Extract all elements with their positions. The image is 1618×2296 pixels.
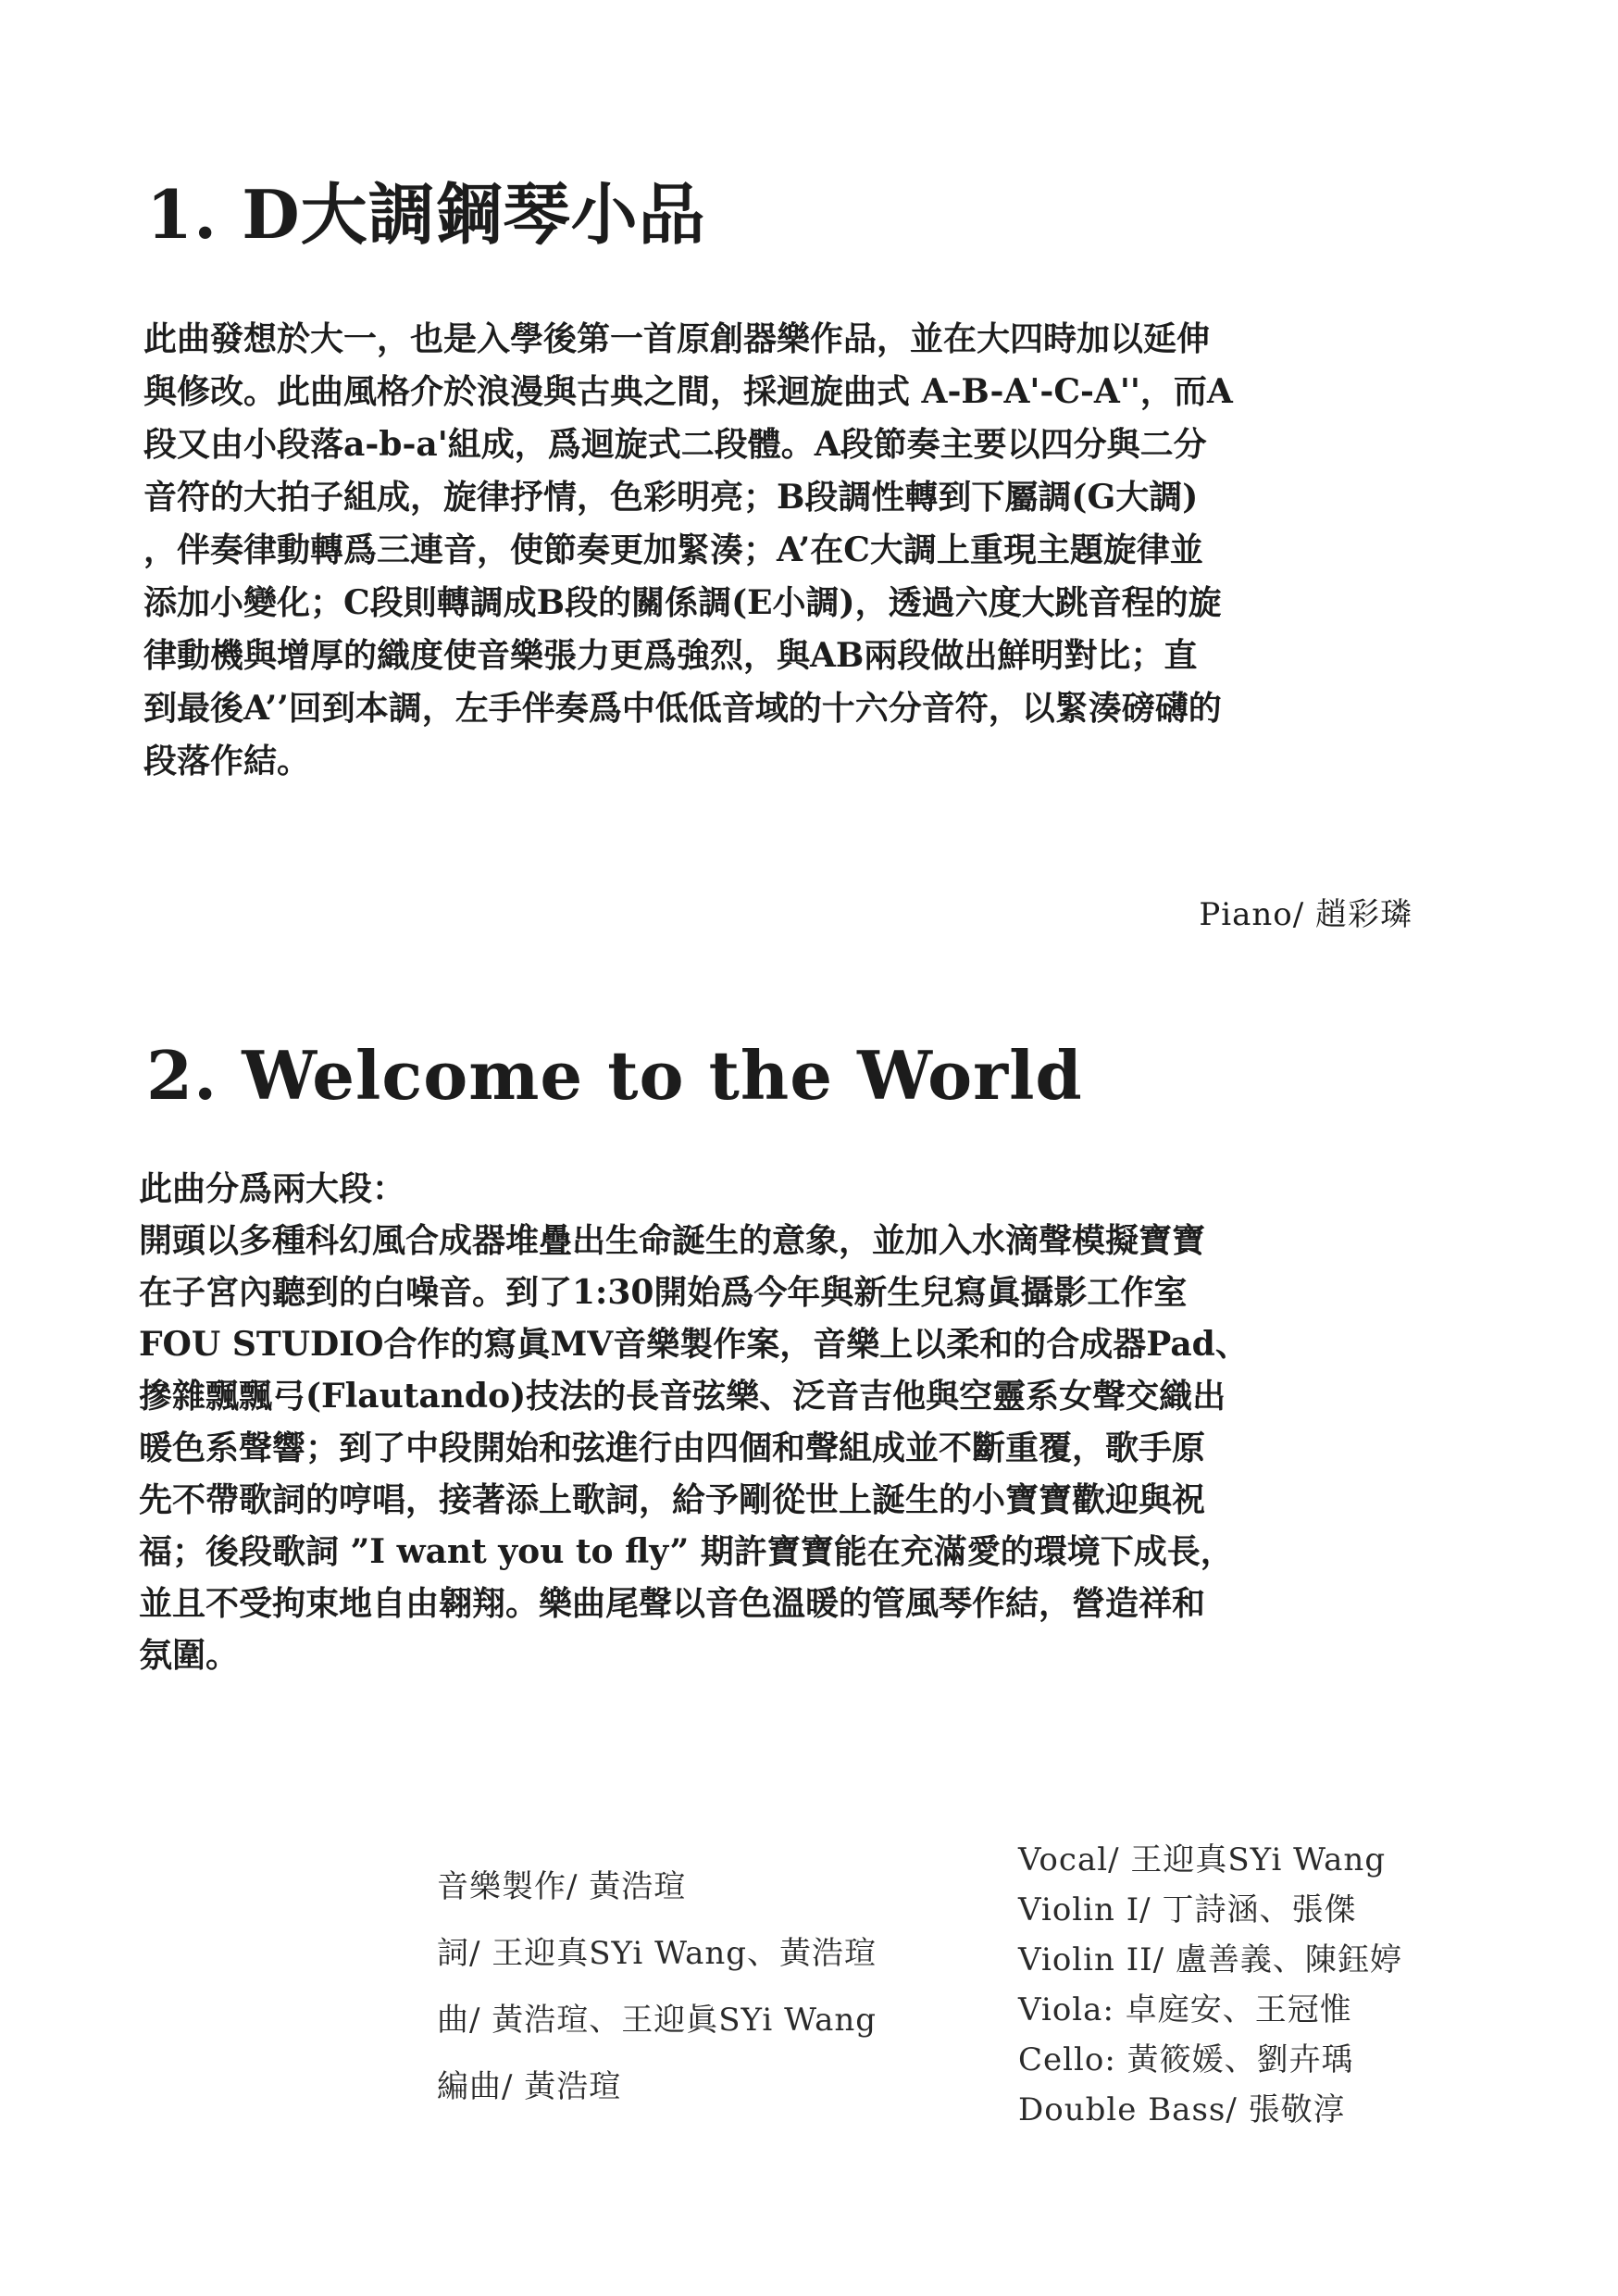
description-line: 福；後段歌詞 ”I want you to fly” 期許寶寶能在充滿愛的環境下成長， (139, 1532, 1234, 1571)
credit-line: Viola: 卓庭安、王冠惟 (1018, 1991, 1352, 2028)
description-line: 此曲分爲兩大段： (139, 1169, 406, 1208)
credit-line: Double Bass/ 張敬淳 (1018, 2091, 1346, 2128)
description-line: 段落作結。 (143, 742, 311, 780)
description-line: ，伴奏律動轉爲三連音，使節奏更加緊湊；A’在C大調上重現主題旋律並 (143, 530, 1203, 569)
description-line: 並且不受拘束地自由翱翔。樂曲尾聲以音色溫暖的管風琴作結，營造祥和 (139, 1584, 1206, 1623)
credit-line: Violin II/ 盧善義、陳鈺婷 (1018, 1941, 1402, 1978)
credit-line: 音樂製作/ 黃浩瑄 (437, 1868, 687, 1905)
description-line: 摻雜飄飄弓(Flautando)技法的長音弦樂、泛音吉他與空靈系女聲交織出 (139, 1377, 1226, 1416)
description-line: FOU STUDIO合作的寫眞MV音樂製作案，音樂上以柔和的合成器Pad、 (139, 1325, 1249, 1364)
description-line: 在子宮內聽到的白噪音。到了1:30開始爲今年與新生兒寫眞攝影工作室 (139, 1273, 1188, 1312)
credit-line: 編曲/ 黃浩瑄 (437, 2068, 622, 2105)
description-line: 段又由小段落a-b-a'組成，爲迴旋式二段體。A段節奏主要以四分與二分 (143, 425, 1207, 464)
section-1-performer: Piano/ 趙彩璘 (1199, 896, 1413, 933)
credit-line: 曲/ 黃浩瑄、王迎眞SYi Wang (437, 2002, 877, 2039)
description-line: 開頭以多種科幻風合成器堆疊出生命誕生的意象，並加入水滴聲模擬寶寶 (139, 1221, 1206, 1260)
description-line: 到最後A’’回到本調，左手伴奏爲中低低音域的十六分音符，以緊湊磅礴的 (143, 689, 1222, 728)
credit-line: Violin I/ 丁詩涵、張傑 (1018, 1891, 1357, 1928)
description-line: 此曲發想於大一，也是入學後第一首原創器樂作品，並在大四時加以延伸 (143, 319, 1211, 358)
section-2-description (139, 1163, 1249, 1681)
section-1-title: 1. D大調鋼琴小品 (146, 175, 706, 254)
description-line: 暖色系聲響；到了中段開始和弦進行由四個和聲組成並不斷重覆，歌手原 (139, 1429, 1206, 1467)
description-line: 音符的大拍子組成，旋律抒情，色彩明亮；B段調性轉到下屬調(G大調) (143, 478, 1199, 517)
description-line: 與修改。此曲風格介於浪漫與古典之間，採迴旋曲式 A-B-A'-C-A''，而A (143, 372, 1233, 411)
performer-credits (1018, 1835, 1402, 2135)
description-line: 添加小變化；C段則轉調成B段的關係調(E小調)，透過六度大跳音程的旋 (143, 583, 1222, 622)
credit-line: 詞/ 王迎真SYi Wang、黃浩瑄 (437, 1935, 877, 1972)
production-credits (437, 1853, 877, 2120)
section-1-description (143, 313, 1233, 788)
description-line: 先不帶歌詞的哼唱，接著添上歌詞，給予剛從世上誕生的小寶寶歡迎與祝 (139, 1480, 1206, 1519)
credit-line: Vocal/ 王迎真SYi Wang (1018, 1841, 1387, 1878)
section-2-title: 2. Welcome to the World (146, 1036, 1083, 1115)
credit-line: Cello: 黃筱媛、劉卉瑀 (1018, 2041, 1354, 2078)
description-line: 律動機與增厚的織度使音樂張力更爲強烈，與AB兩段做出鮮明對比；直 (143, 636, 1198, 675)
description-line: 氛圍。 (139, 1636, 240, 1675)
